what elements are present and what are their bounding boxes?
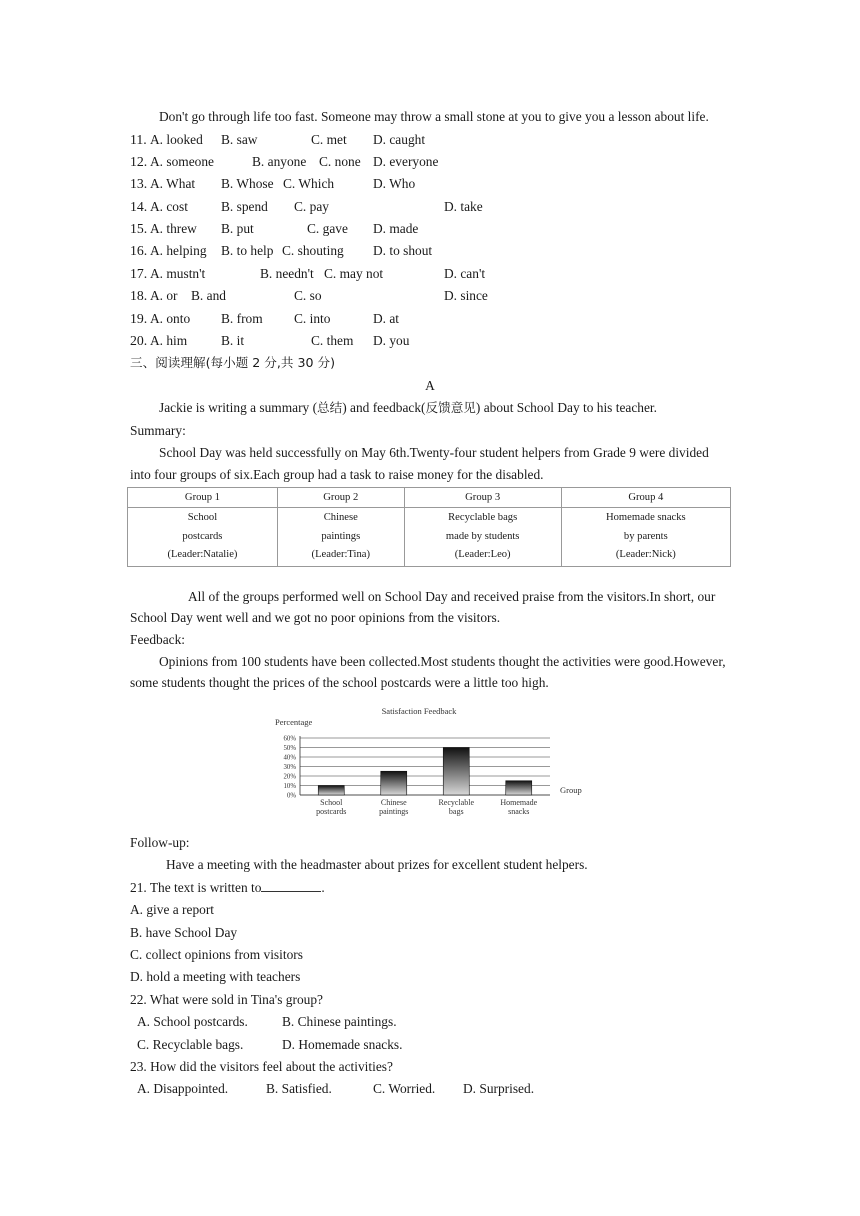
cloze-options — [130, 129, 730, 353]
option-d: D. Who — [373, 176, 416, 192]
cloze-question — [130, 330, 730, 352]
option-a: A. give a report — [130, 902, 215, 918]
question-number: 12. — [130, 153, 148, 169]
cloze-question — [130, 240, 730, 262]
question-number: 16. — [130, 243, 148, 259]
option-a: A. mustn't — [150, 265, 206, 281]
x-tick-label: Homemade — [500, 797, 538, 807]
option-d: D. made — [373, 221, 419, 237]
y-tick-label: 20% — [283, 773, 296, 781]
table-header-cell: Group 1 — [128, 488, 278, 508]
option-d: D. Surprised. — [463, 1081, 535, 1097]
question-21 — [130, 877, 730, 899]
y-tick-label: 0% — [286, 792, 296, 800]
option-b: B. anyone — [252, 153, 307, 169]
cloze-passage-ending: Don't go through life too fast. Someone may throw a small stone at you to give you a lesson about life. — [159, 109, 709, 124]
cell-line: (Leader:Tina) — [311, 549, 370, 561]
table-header-cell: Group 3 — [404, 488, 561, 508]
chart-bar — [318, 785, 344, 795]
option-c: C. shouting — [282, 243, 344, 259]
option-a: A. Disappointed. — [137, 1081, 229, 1097]
cloze-question — [130, 218, 730, 240]
option-b: B. and — [191, 288, 226, 304]
cloze-question — [130, 151, 730, 173]
option-d: D. since — [444, 288, 488, 304]
option-d: D. caught — [373, 131, 426, 147]
intro-cn-gloss: 总结 — [317, 400, 343, 416]
x-tick-label: paintings — [379, 806, 409, 816]
cell-line: School — [187, 512, 218, 524]
option-c: C. Recyclable bags. — [137, 1036, 244, 1052]
chart-bar — [443, 747, 469, 795]
option-a: A. threw — [150, 221, 197, 237]
x-tick-label: Recyclable — [438, 797, 475, 807]
option-c: C. met — [311, 131, 347, 147]
followup-label: Follow-up: — [130, 834, 190, 850]
options-row — [130, 1078, 730, 1100]
option-b: B. needn't — [260, 265, 314, 281]
table-header-row — [128, 488, 731, 508]
y-tick-label: 10% — [283, 782, 296, 790]
option-d: D. Homemade snacks. — [282, 1036, 403, 1052]
chart-title: Satisfaction Feedback — [381, 705, 457, 716]
option-c: C. pay — [294, 198, 329, 214]
y-axis-label: Percentage — [275, 716, 313, 727]
table-cell — [277, 508, 404, 567]
y-tick-label: 60% — [283, 735, 296, 743]
section-heading: 三、阅读理解(每小题 2 分,共 30 分) — [130, 355, 336, 371]
cell-line: made by students — [445, 530, 520, 542]
option-b: B. to help — [221, 243, 274, 259]
option-c: C. Worried. — [373, 1081, 436, 1097]
cell-line: Homemade snacks — [605, 512, 686, 524]
option-b: B. Chinese paintings. — [282, 1014, 397, 1030]
cell-line: Chinese — [323, 512, 358, 524]
cloze-question — [130, 173, 730, 195]
option-d: D. can't — [444, 265, 486, 281]
x-tick-label: snacks — [508, 806, 530, 816]
question-number: 20. — [130, 333, 148, 349]
table-header-cell: Group 2 — [277, 488, 404, 508]
cell-line: (Leader:Nick) — [615, 549, 676, 561]
groups-table — [127, 487, 731, 567]
question-number: 11. — [130, 131, 147, 147]
intro-text: ) and feedback( — [342, 400, 426, 416]
option-d: D. you — [373, 333, 410, 349]
option-c: C. Which — [283, 176, 335, 192]
option-c: C. so — [294, 288, 322, 304]
option-b: B. put — [221, 221, 254, 237]
answer-blank — [261, 879, 321, 892]
question-number: 15. — [130, 221, 148, 237]
followup-text: Have a meeting with the headmaster about prizes for excellent student helpers. — [166, 857, 588, 873]
document-page — [130, 106, 730, 1101]
option-b: B. Whose — [221, 176, 274, 192]
cloze-question — [130, 308, 730, 330]
option-c: C. none — [319, 153, 361, 169]
option-d: D. at — [373, 310, 400, 326]
cell-line: (Leader:Leo) — [454, 549, 511, 561]
x-tick-label: Chinese — [380, 797, 407, 807]
option-a: A. or — [150, 288, 178, 304]
chart-bar — [381, 771, 407, 795]
passage-intro — [130, 397, 730, 419]
table-cell — [561, 508, 730, 567]
option-a: A. him — [150, 333, 188, 349]
option-d: D. hold a meeting with teachers — [130, 969, 301, 985]
question-number: 13. — [130, 176, 148, 192]
after-table-text: All of the groups performed well on School Day and received praise from the visitors.In short, our School Day went well and we got no poor opinions from the visitors. — [130, 588, 716, 626]
table-cell — [404, 508, 561, 567]
satisfaction-chart — [130, 702, 730, 832]
table-cell — [128, 508, 278, 567]
intro-text: Jackie is writing a summary ( — [159, 400, 318, 416]
option-c: C. them — [311, 333, 354, 349]
cell-line: Recyclable bags — [448, 512, 518, 524]
option-c: C. gave — [307, 221, 348, 237]
option-a: A. School postcards. — [137, 1014, 248, 1030]
question-23: 23. How did the visitors feel about the activities? — [130, 1058, 393, 1074]
cell-line: by parents — [623, 530, 668, 542]
summary-text: School Day was held successfully on May 6th.Twenty-four student helpers from Grade 9 were divided into four groups of six.Each group had a task to raise money for the disabled. — [130, 445, 709, 482]
question-number: 18. — [130, 288, 148, 304]
cloze-question — [130, 285, 730, 307]
x-tick-label: School — [320, 797, 343, 807]
table-header-cell: Group 4 — [561, 488, 730, 508]
x-tick-label: bags — [448, 806, 464, 816]
chart-svg — [130, 702, 730, 832]
summary-label: Summary: — [130, 422, 186, 438]
question-stem: 21. The text is written to — [130, 879, 262, 895]
options-row — [130, 1034, 730, 1056]
option-b: B. saw — [221, 131, 258, 147]
y-tick-label: 30% — [283, 763, 296, 771]
y-tick-label: 40% — [283, 754, 296, 762]
option-d: D. take — [444, 198, 483, 214]
option-b: B. it — [221, 333, 245, 349]
option-c: C. may not — [324, 265, 384, 281]
option-d: D. to shout — [373, 243, 433, 259]
cloze-question — [130, 129, 730, 151]
cloze-question — [130, 263, 730, 285]
question-stem-end: . — [321, 879, 325, 895]
option-b: B. Satisfied. — [266, 1081, 332, 1097]
option-a: A. someone — [150, 153, 214, 169]
option-a: A. looked — [150, 131, 203, 147]
cloze-question — [130, 196, 730, 218]
option-a: A. helping — [150, 243, 207, 259]
option-c: C. collect opinions from visitors — [130, 946, 303, 962]
feedback-label: Feedback: — [130, 631, 186, 647]
intro-cn-gloss: 反馈意见 — [425, 400, 476, 416]
option-a: A. What — [150, 176, 196, 192]
feedback-text: Opinions from 100 students have been collected.Most students thought the activities were good.However, some students thought the prices of the school postcards were a little too high. — [130, 653, 726, 691]
question-number: 17. — [130, 265, 148, 281]
cell-line: (Leader:Natalie) — [167, 549, 238, 561]
x-tick-label: postcards — [316, 806, 347, 816]
passage-letter: A — [425, 377, 435, 393]
option-b: B. have School Day — [130, 924, 238, 940]
intro-text: ) about School Day to his teacher. — [475, 400, 657, 416]
x-axis-label: Group — [560, 784, 582, 795]
options-row — [130, 1011, 730, 1033]
option-d: D. everyone — [373, 153, 439, 169]
question-number: 19. — [130, 310, 148, 326]
question-number: 14. — [130, 198, 148, 214]
question-22: 22. What were sold in Tina's group? — [130, 991, 323, 1007]
option-c: C. into — [294, 310, 331, 326]
y-tick-label: 50% — [283, 744, 296, 752]
cell-line: paintings — [321, 530, 361, 542]
option-a: A. cost — [150, 198, 188, 214]
table-row — [128, 508, 731, 567]
option-b: B. from — [221, 310, 263, 326]
cell-line: postcards — [182, 530, 223, 542]
chart-bar — [506, 781, 532, 795]
option-b: B. spend — [221, 198, 268, 214]
option-a: A. onto — [150, 310, 191, 326]
